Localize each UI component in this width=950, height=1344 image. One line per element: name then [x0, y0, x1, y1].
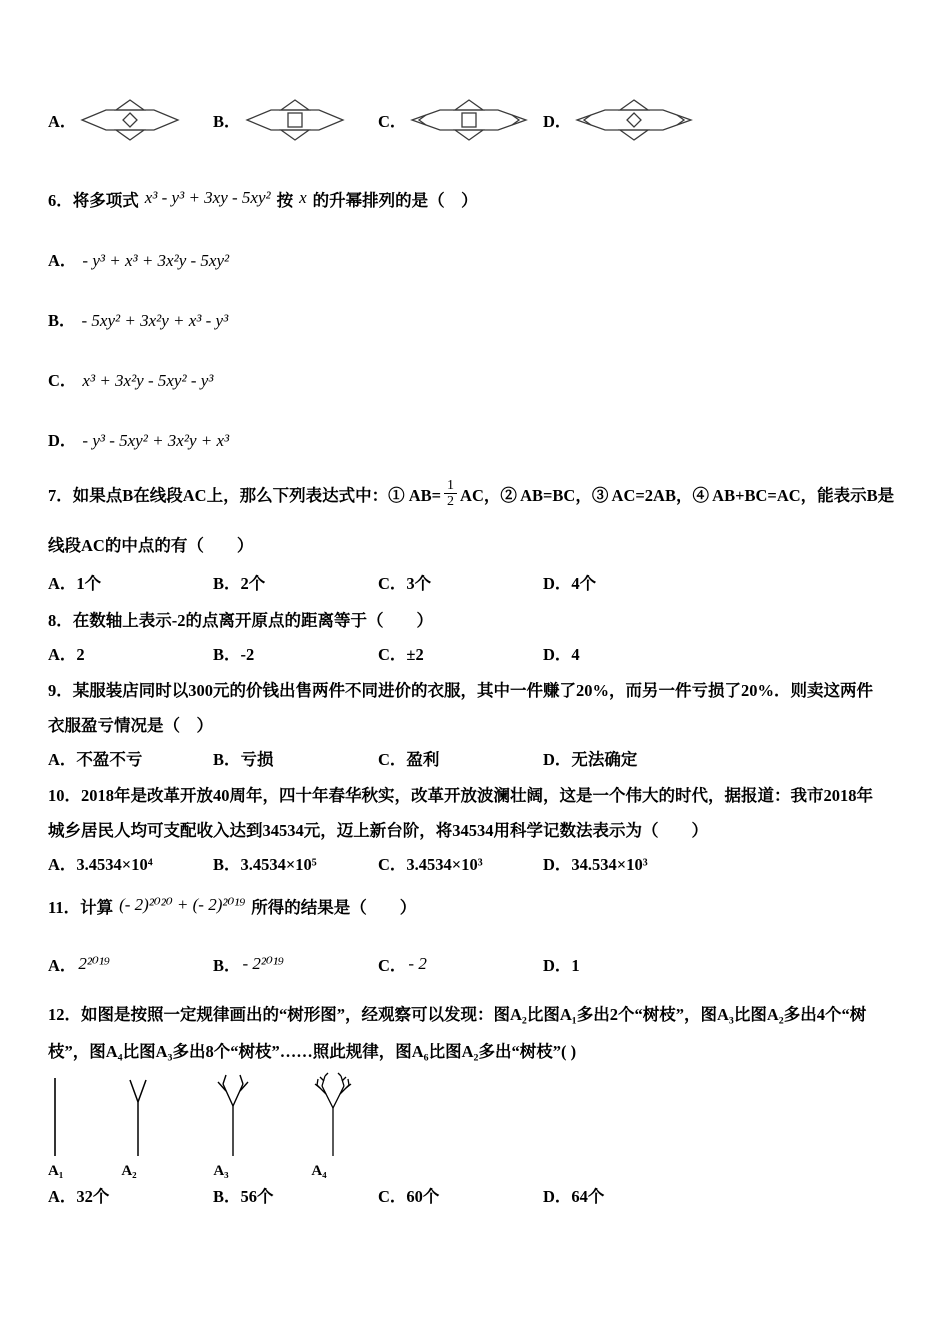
q11-option-d-value: 1 [571, 956, 580, 975]
fraction-numerator: 1 [444, 478, 457, 494]
q8-stem: 8．在数轴上表示-2的点离开原点的距离等于（ ） [48, 611, 433, 630]
q7-stem-line2: 线段AC的中点的有（ ） [48, 536, 254, 555]
q11-option-c [378, 952, 543, 976]
q11-option-d [543, 952, 910, 976]
q6-stem-variable: x [299, 188, 307, 207]
q8-option-c: C．±2 [378, 645, 424, 664]
q9-stem-line1: 9．某服装店同时以300元的价钱出售两件不同进价的衣服，其中一件赚了20%，而另一件亏损了20%．则卖这两件 [48, 681, 873, 700]
q5-option-a [48, 98, 213, 142]
q5-option-d-label: D． [543, 112, 572, 131]
q6-stem [48, 186, 910, 216]
q10-option-c: C．3.4534×10³ [378, 855, 483, 874]
q7-stem-part1: 7．如果点B在线段AC上，那么下列表达式中：① AB= [48, 485, 442, 505]
q9-option-d: D．无法确定 [543, 750, 638, 769]
q9-option-a: A．不盈不亏 [48, 750, 143, 769]
q5-option-c [378, 98, 543, 142]
q7-option-c: C．3个 [378, 574, 432, 593]
q5-option-d [543, 98, 910, 142]
q12-stem-line1: 12．如图是按照一定规律画出的“树形图”，经观察可以发现：图A₂比图A₁多出2个“树枝”，图A₃比图A₂多出4个“树 [48, 1005, 867, 1024]
q5-option-b-label: B． [213, 112, 241, 131]
q5-option-c-label: C． [378, 112, 407, 131]
q11-option-b-label: B． [213, 956, 241, 975]
q6-option-b-label: B． [48, 311, 76, 330]
q6-option-c [48, 366, 910, 396]
q8-options-row [48, 641, 910, 665]
q10-stem-line1: 10．2018年是改革开放40周年，四十年春华秋实，改革开放波澜壮阔，这是一个伟大的时代，据报道：我市2018年 [48, 786, 873, 805]
q9-option-c: C．盈利 [378, 750, 440, 769]
q12-figure-a1-label: A₁ [48, 1163, 64, 1179]
q6-option-b [48, 306, 910, 336]
q11-options-row [48, 952, 910, 976]
q8-option-d: D．4 [543, 645, 580, 664]
q7-stem-part2: AC，② AB=BC，③ AC=2AB，④ AB+BC=AC，能表示B是 [460, 485, 895, 505]
q5-option-b [213, 98, 378, 142]
q7-option-a: A．1个 [48, 574, 102, 593]
q6-option-d [48, 426, 910, 456]
q11-option-d-label: D． [543, 956, 572, 975]
q12-option-c: C．60个 [378, 1187, 440, 1206]
q6-stem-formula: x³ - y³ + 3xy - 5xy² [144, 188, 271, 207]
q12-figure-a4 [311, 1072, 355, 1180]
q11-option-b-formula: - 2²⁰¹⁹ [242, 954, 284, 973]
q6-option-c-label: C． [48, 371, 77, 390]
q12-figure-a3-label: A₃ [213, 1163, 229, 1179]
tree-diagram-a3-icon [213, 1072, 253, 1160]
one-half-fraction [444, 478, 457, 510]
q6-option-a [48, 246, 910, 276]
q10-option-b: B．3.4534×10⁵ [213, 855, 317, 874]
q12-option-b: B．56个 [213, 1187, 274, 1206]
q9-options-row [48, 746, 910, 770]
q11-option-c-formula: - 2 [408, 954, 427, 973]
q11-stem [48, 893, 910, 923]
fraction-denominator: 2 [447, 494, 455, 510]
q11-stem-prefix: 11．计算 [48, 898, 114, 917]
q12-figure-a2-label: A₂ [121, 1163, 137, 1179]
q6-option-b-formula: - 5xy² + 3x²y + x³ - y³ [81, 311, 229, 330]
q10-stem-line2: 城乡居民人均可支配收入达到34534元，迈上新台阶，将34534用科学记数法表示为（ ） [48, 821, 708, 840]
q9-stem-line2: 衣服盈亏情况是（ ） [48, 716, 213, 735]
q7-option-d: D．4个 [543, 574, 597, 593]
q12-figure-a4-label: A₄ [311, 1163, 327, 1179]
q11-option-c-label: C． [378, 956, 407, 975]
q12-option-a: A．32个 [48, 1187, 110, 1206]
q8-option-a: A．2 [48, 645, 85, 664]
q12-figure-a2 [121, 1072, 155, 1180]
q5-option-d-shape-icon [575, 98, 693, 142]
q6-option-a-label: A． [48, 251, 77, 270]
q6-stem-suffix: 的升幂排列的是（ ） [312, 191, 478, 210]
q11-option-a-label: A． [48, 956, 77, 975]
q12-figure-a1 [48, 1072, 63, 1180]
q7-option-b: B．2个 [213, 574, 266, 593]
q9-option-b: B．亏损 [213, 750, 274, 769]
q6-option-d-label: D． [48, 431, 77, 450]
q11-option-b [213, 952, 378, 976]
q5-option-a-label: A． [48, 112, 77, 131]
q6-option-a-formula: - y³ + x³ + 3x²y - 5xy² [82, 251, 230, 270]
q8-option-b: B．-2 [213, 645, 255, 664]
q5-option-c-shape-icon [410, 98, 528, 142]
tree-diagram-a4-icon [311, 1072, 355, 1160]
q5-shape-options-row [48, 98, 910, 142]
q12-figure-a3 [213, 1072, 253, 1180]
tree-diagram-a2-icon [121, 1072, 155, 1160]
q7-options-row [48, 570, 910, 594]
tree-diagram-a1-icon [48, 1072, 62, 1160]
q10-options-row [48, 851, 910, 875]
q6-option-c-formula: x³ + 3x²y - 5xy² - y³ [82, 371, 214, 390]
q12-stem-line2: 枝”，图A₄比图A₃多出8个“树枝”……照此规律，图A₆比图A₂多出“树枝”( ) [48, 1042, 577, 1061]
q12-figures-row [48, 1072, 910, 1180]
q10-option-a: A．3.4534×10⁴ [48, 855, 153, 874]
q11-option-a [48, 952, 213, 976]
q11-stem-suffix: 所得的结果是（ ） [251, 898, 417, 917]
q6-stem-mid: 按 [276, 191, 294, 210]
q11-stem-formula: (- 2)²⁰²⁰ + (- 2)²⁰¹⁹ [119, 895, 246, 914]
q6-option-d-formula: - y³ - 5xy² + 3x²y + x³ [82, 431, 230, 450]
q7-stem-line1 [48, 478, 910, 510]
q12-option-d: D．64个 [543, 1187, 605, 1206]
q6-stem-prefix: 6．将多项式 [48, 191, 139, 210]
q12-options-row [48, 1183, 910, 1207]
q10-option-d: D．34.534×10³ [543, 855, 648, 874]
q5-option-b-shape-icon [245, 98, 345, 142]
q5-option-a-shape-icon [80, 98, 180, 142]
q11-option-a-formula: 2²⁰¹⁹ [78, 954, 110, 973]
